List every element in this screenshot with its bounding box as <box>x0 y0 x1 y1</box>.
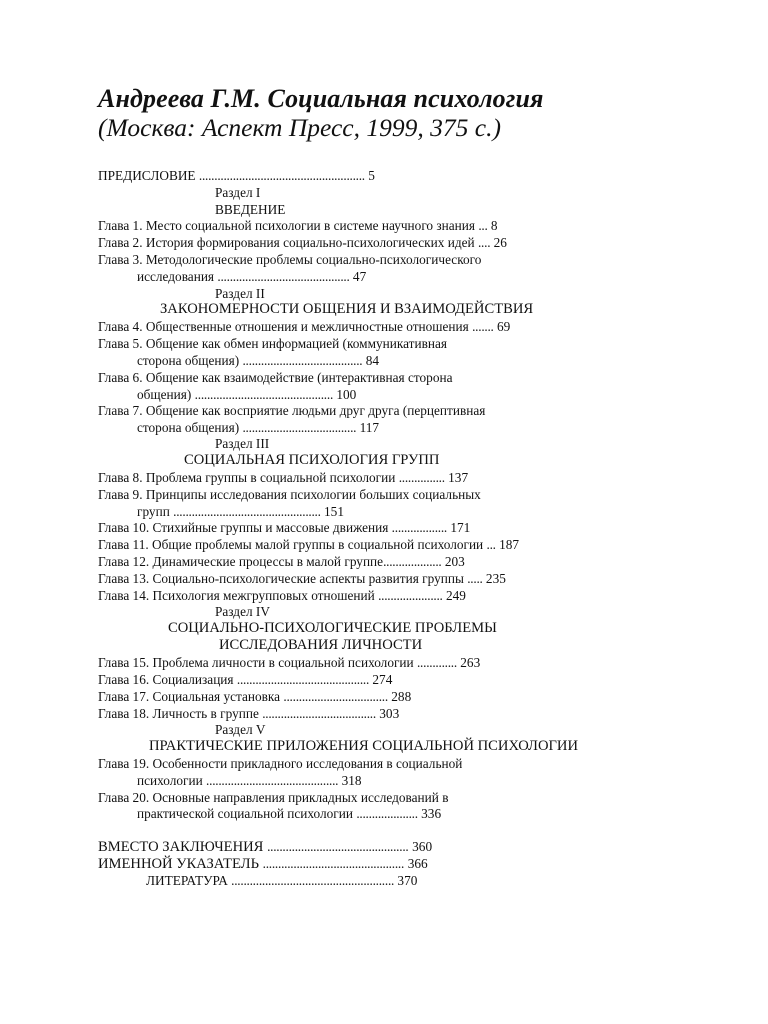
chapter-title-cont: исследования <box>137 269 215 284</box>
toc-entry-chapter-20 <box>98 790 448 806</box>
chapter-title-cont: сторона общения) <box>137 353 240 368</box>
toc-entry-chapter-6-cont <box>137 387 356 403</box>
chapter-number: Глава 2. <box>98 235 143 250</box>
chapter-title: Общественные отношения и межличностные отношения <box>145 319 469 334</box>
chapter-number: Глава 5. <box>98 336 143 351</box>
chapter-title: Общение как обмен информацией (коммуникативная <box>145 336 448 351</box>
chapter-number: Глава 19. <box>98 756 150 771</box>
chapter-title: Проблема группы в социальной психологии <box>145 470 396 485</box>
toc-dots: ..................... <box>378 588 443 603</box>
toc-dots: ............................................. <box>194 387 334 402</box>
toc-entry-chapter-16 <box>98 672 392 688</box>
toc-page: 274 <box>372 672 393 687</box>
chapter-number: Глава 14. <box>98 588 150 603</box>
toc-entry-chapter-3-cont <box>137 269 366 285</box>
chapter-number: Глава 4. <box>98 319 143 334</box>
section-title-cont: ИССЛЕДОВАНИЯ ЛИЧНОСТИ <box>219 637 423 653</box>
toc-entry-chapter-4 <box>98 319 510 335</box>
toc-page: 137 <box>448 470 469 485</box>
toc-entry-chapter-9-cont <box>137 504 344 520</box>
chapter-title: Стихийные группы и массовые движения <box>152 520 389 535</box>
toc-entry-chapter-7-cont <box>137 420 379 436</box>
toc-dots: ...................................................... <box>198 168 365 183</box>
toc-entry-chapter-20-cont <box>137 806 441 822</box>
toc-entry-chapter-14 <box>98 588 466 604</box>
toc-page: 303 <box>379 706 400 721</box>
chapter-title: Общение как взаимодействие (интерактивная сторона <box>145 370 453 385</box>
section-title: ВВЕДЕНИЕ <box>215 202 286 217</box>
toc-entry-chapter-8 <box>98 470 468 486</box>
toc-dots: ........................................... <box>217 269 350 284</box>
toc-page: 5 <box>368 168 375 183</box>
toc-dots: ... <box>486 537 496 552</box>
toc-page: 203 <box>444 554 465 569</box>
chapter-title: Социализация <box>152 672 234 687</box>
toc-entry-chapter-6 <box>98 370 453 386</box>
chapter-number: Глава 16. <box>98 672 150 687</box>
chapter-title: Личность в группе <box>152 706 259 721</box>
toc-page: 288 <box>391 689 412 704</box>
toc-page: 336 <box>421 806 442 821</box>
document-subtitle: (Москва: Аспект Пресс, 1999, 375 с.) <box>98 113 501 142</box>
toc-dots: ............... <box>398 470 445 485</box>
toc-entry-chapter-9 <box>98 487 481 503</box>
toc-entry-chapter-13 <box>98 571 506 587</box>
chapter-title-cont: групп <box>137 504 170 519</box>
toc-dots: .................................. <box>283 689 388 704</box>
chapter-title: Социальная установка <box>152 689 281 704</box>
chapter-number: Глава 17. <box>98 689 150 704</box>
chapter-number: Глава 18. <box>98 706 150 721</box>
chapter-number: Глава 8. <box>98 470 143 485</box>
toc-entry-chapter-11 <box>98 537 519 553</box>
toc-entry-chapter-7 <box>98 403 485 419</box>
toc-entry-chapter-10 <box>98 520 470 536</box>
toc-entry-index <box>98 855 428 873</box>
section-title: ЗАКОНОМЕРНОСТИ ОБЩЕНИЯ И ВЗАИМОДЕЙСТВИЯ <box>160 301 534 317</box>
toc-entry-chapter-19 <box>98 756 462 772</box>
chapter-title: Особенности прикладного исследования в социальной <box>152 756 463 771</box>
chapter-title: Психология межгрупповых отношений <box>152 588 375 603</box>
chapter-title: Общение как восприятие людьми друг друга (перцептивная <box>145 403 486 418</box>
chapter-title: История формирования социально-психологических идей <box>145 235 475 250</box>
section-label: Раздел II <box>215 286 265 301</box>
chapter-number: Глава 6. <box>98 370 143 385</box>
toc-page: 8 <box>490 218 498 233</box>
toc-page: 151 <box>324 504 344 519</box>
chapter-title: Динамические процессы в малой группе <box>152 554 384 569</box>
toc-label: ЛИТЕРАТУРА <box>146 873 228 888</box>
chapter-number: Глава 20. <box>98 790 150 805</box>
toc-page: 100 <box>336 387 357 402</box>
chapter-title: Принципы исследования психологии больших социальных <box>145 487 481 502</box>
document-title: Андреева Г.М. Социальная психология <box>98 84 544 113</box>
section-label: Раздел I <box>215 185 261 200</box>
toc-page: 26 <box>493 235 507 250</box>
toc-entry-chapter-17 <box>98 689 411 705</box>
chapter-number: Глава 13. <box>98 571 150 586</box>
toc-label: ВМЕСТО ЗАКЛЮЧЕНИЯ <box>98 839 264 855</box>
toc-entry-chapter-18 <box>98 706 399 722</box>
toc-entry-chapter-19-cont <box>137 773 362 789</box>
toc-entry-literature <box>146 873 417 889</box>
toc-page: 370 <box>397 873 418 888</box>
section-title: ПРАКТИЧЕСКИЕ ПРИЛОЖЕНИЯ СОЦИАЛЬНОЙ ПСИХОЛОГИИ <box>149 738 579 754</box>
toc-page: 69 <box>496 319 511 334</box>
toc-dots: ..... <box>467 571 483 586</box>
chapter-number: Глава 1. <box>98 218 143 233</box>
toc-dots: ..................................................... <box>231 873 395 888</box>
toc-page: 360 <box>412 839 433 854</box>
section-label: Раздел V <box>215 722 266 737</box>
toc-label: ИМЕННОЙ УКАЗАТЕЛЬ <box>98 856 259 872</box>
chapter-title: Общие проблемы малой группы в социальной психологии <box>152 537 484 552</box>
toc-entry-conclusion <box>98 838 432 856</box>
toc-dots: ................................................ <box>173 504 321 519</box>
toc-entry-chapter-1 <box>98 218 498 234</box>
chapter-title-cont: сторона общения) <box>137 420 240 435</box>
toc-dots: .............................................. <box>262 856 405 871</box>
section-label: Раздел III <box>215 436 270 451</box>
chapter-number: Глава 3. <box>98 252 143 267</box>
toc-entry-chapter-5 <box>98 336 447 352</box>
chapter-title: Проблема личности в социальной психологии <box>152 655 414 670</box>
toc-dots: ............. <box>416 655 457 670</box>
toc-dots: ..................................... <box>262 706 376 721</box>
toc-entry-preface <box>98 168 375 184</box>
toc-dots: ..................................... <box>242 420 357 435</box>
toc-label: ПРЕДИСЛОВИЕ <box>98 168 196 183</box>
toc-dots: ........................................... <box>236 672 370 687</box>
toc-page: 366 <box>407 856 428 871</box>
chapter-title: Основные направления прикладных исследований в <box>152 790 449 805</box>
toc-dots: .................. <box>391 520 448 535</box>
toc-page: 318 <box>341 773 362 788</box>
toc-page: 84 <box>365 353 380 368</box>
chapter-title: Социально-психологические аспекты развития группы <box>152 571 464 586</box>
chapter-title-cont: психологии <box>137 773 203 788</box>
chapter-number: Глава 10. <box>98 520 150 535</box>
chapter-number: Глава 15. <box>98 655 150 670</box>
chapter-title-cont: практической социальной психологии <box>137 806 353 821</box>
toc-page: 171 <box>450 520 471 535</box>
toc-page: 249 <box>445 588 466 603</box>
toc-dots: ....... <box>472 319 494 334</box>
section-title: СОЦИАЛЬНАЯ ПСИХОЛОГИЯ ГРУПП <box>184 452 440 468</box>
toc-entry-chapter-5-cont <box>137 353 379 369</box>
toc-page: 263 <box>460 655 481 670</box>
toc-page: 187 <box>499 537 520 552</box>
chapter-number: Глава 9. <box>98 487 143 502</box>
chapter-title-cont: общения) <box>137 387 192 402</box>
toc-dots: ....................................... <box>242 353 363 368</box>
chapter-number: Глава 11. <box>98 537 149 552</box>
section-title: СОЦИАЛЬНО-ПСИХОЛОГИЧЕСКИЕ ПРОБЛЕМЫ <box>168 620 497 636</box>
toc-entry-chapter-2 <box>98 235 507 251</box>
toc-page: 117 <box>359 420 380 435</box>
toc-entry-chapter-3 <box>98 252 481 268</box>
toc-page: 47 <box>352 269 367 284</box>
toc-dots: ................... <box>383 554 442 569</box>
toc-entry-chapter-12 <box>98 554 465 570</box>
section-label: Раздел IV <box>215 604 270 619</box>
toc-page: 235 <box>485 571 506 586</box>
toc-dots: ... <box>478 218 488 233</box>
toc-dots: .... <box>477 235 491 250</box>
chapter-title: Место социальной психологии в системе научного знания <box>145 218 476 233</box>
toc-dots: .................... <box>356 806 418 821</box>
chapter-number: Глава 7. <box>98 403 143 418</box>
chapter-number: Глава 12. <box>98 554 150 569</box>
chapter-title: Методологические проблемы социально-психологического <box>145 252 482 267</box>
toc-dots: .............................................. <box>267 839 409 854</box>
toc-entry-chapter-15 <box>98 655 480 671</box>
toc-dots: ........................................... <box>206 773 339 788</box>
